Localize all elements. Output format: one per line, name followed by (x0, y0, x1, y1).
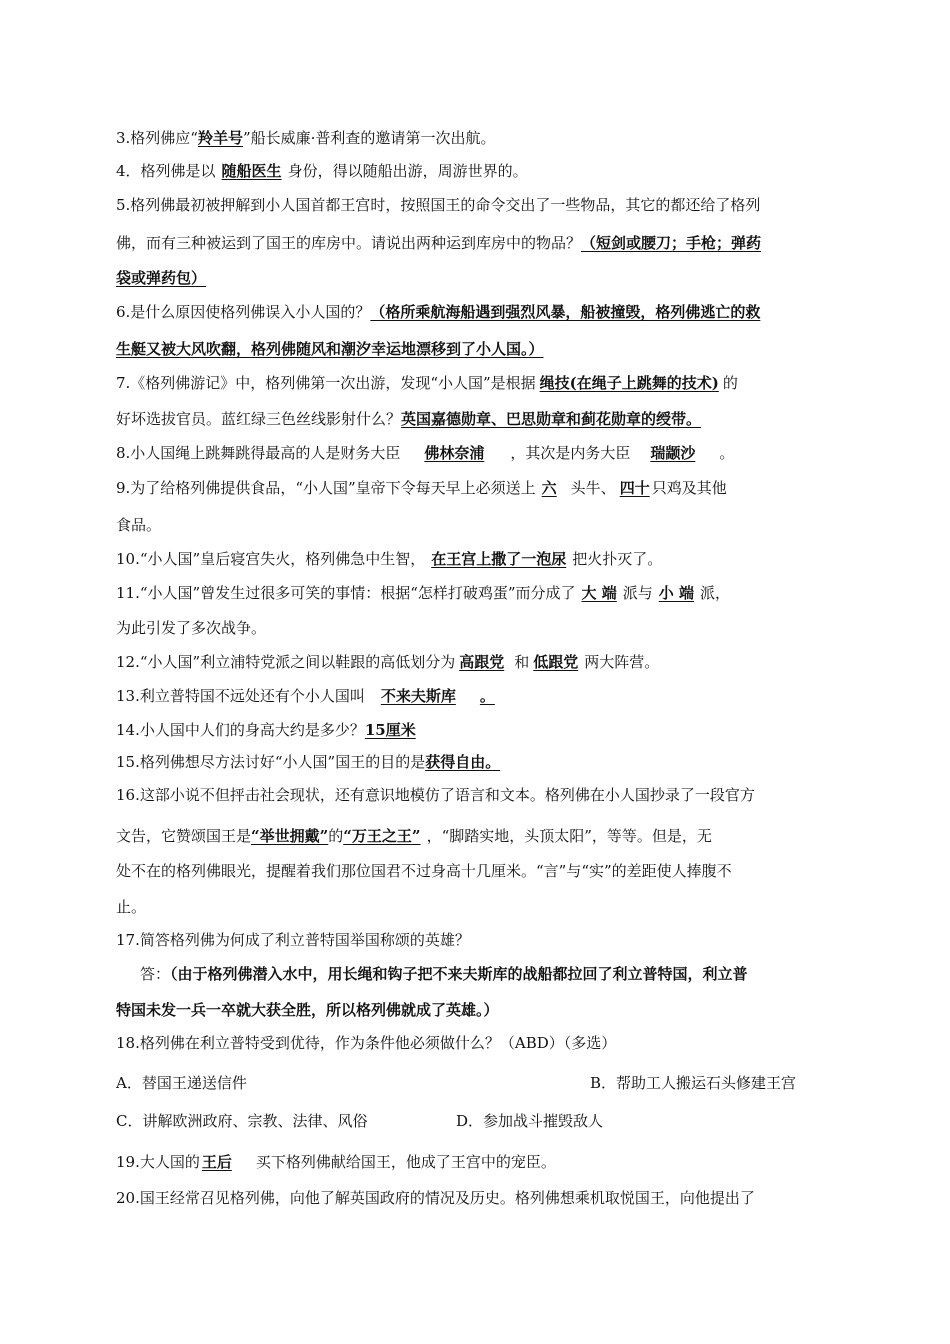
q16-answer-1: “举世拥戴” (251, 827, 329, 845)
q10-text-end: 把火扑灭了。 (572, 550, 663, 568)
q11-answer-2: 小 端 (658, 584, 695, 602)
q13-answer-end: 。 (479, 687, 495, 705)
q6-answer-1: （格所乘航海船遇到强烈风暴，船被撞毁，格列佛逃亡的救 (370, 303, 761, 321)
question-7-line-1 (116, 373, 838, 393)
q16-answer-2: “万王之王” (343, 827, 421, 845)
q20-text: 20.国王经常召见格列佛，向他了解英国政府的情况及历史。格列佛想乘机取悦国王，向他提出了 (116, 1189, 755, 1207)
question-6-line-1 (116, 302, 838, 322)
q18-option-b: B．帮助工人搬运石头修建王宫 (590, 1074, 797, 1092)
question-11-line-2 (116, 618, 838, 638)
q18-option-d: D．参加战斗摧毁敌人 (456, 1112, 604, 1130)
question-16-line-3 (116, 861, 838, 881)
q16-text-1: 16.这部小说不但抨击社会现状，还有意识地模仿了语言和文本。格列佛在小人国抄录了一段官方 (116, 786, 755, 804)
question-11-line-1 (116, 583, 838, 603)
q12-text-end: 两大阵营。 (584, 653, 660, 671)
q19-answer: 王后 (201, 1153, 232, 1171)
q13-answer: 不来夫斯库 (380, 687, 456, 705)
q4-text: 4．格列佛是以 (116, 162, 216, 180)
q3-text: 3.格列佛应“ (116, 129, 198, 147)
q19-text-end: 买下格列佛献给国王，他成了王宫中的宠臣。 (255, 1153, 556, 1171)
question-20 (116, 1188, 838, 1208)
question-16-line-4 (116, 897, 838, 917)
question-9-line-1 (116, 478, 838, 498)
question-19 (116, 1152, 838, 1172)
question-18 (116, 1033, 838, 1053)
q12-answer-2: 低跟党 (533, 653, 579, 671)
q13-answer-group (365, 687, 501, 705)
q11-text: 11.“小人国”曾发生过很多可笑的事情：根据“怎样打破鸡蛋”而分成了 (116, 584, 576, 602)
q11-text-2: 派与 (622, 584, 653, 602)
q17-answer-2: 特国未发一兵一卒就大获全胜，所以格列佛就成了英雄。） (116, 1001, 499, 1019)
q7-text-end: 的 (722, 374, 738, 392)
q18-option-c: C．讲解欧洲政府、宗教、法律、风俗 (116, 1112, 368, 1130)
q4-text-end: 身份，得以随船出游，周游世界的。 (287, 162, 528, 180)
q13-text: 13.利立普特国不远处还有个小人国叫 (116, 687, 365, 705)
q11-answer-1: 大 端 (581, 584, 617, 602)
q9-answer-2: 四十 (619, 479, 650, 497)
q8-answer-2: 瑞颛沙 (650, 444, 696, 462)
q5-answer-1: （短剑或腰刀；手枪；弹药 (581, 234, 762, 252)
q3-answer: 羚羊号 (197, 129, 243, 147)
q6-answer-2: 生艇又被大风吹翻，格列佛随风和潮汐幸运地漂移到了小人国。） (116, 340, 544, 358)
q3-text-end: ”船长威廉·普利查的邀请第一次出航。 (243, 129, 496, 147)
question-5-line-3 (116, 268, 838, 288)
question-16-line-1 (116, 785, 838, 805)
question-15 (116, 752, 838, 772)
q16-text-5: 处不在的格列佛眼光，提醒着我们那位国君不过身高十几厘米。“言”与“实”的差距使人捧腹不 (116, 862, 732, 880)
q8-text: 8.小人国绳上跳舞跳得最高的人是财务大臣 (116, 444, 401, 462)
q14-text: 14.小人国中人们的身高大约是多少？ (116, 721, 365, 739)
q17-text: 17.简答格列佛为何成了利立普特国举国称颂的英雄？ (116, 931, 470, 949)
q11-text-3: 为此引发了多次战争。 (116, 619, 267, 637)
q9-text-2: 头牛、 (570, 479, 616, 497)
q10-answer: 在王宫上撒了一泡尿 (431, 550, 567, 568)
q9-answer-1: 六 (541, 479, 557, 497)
q16-text-2: 文告，它赞颂国王是 (116, 827, 252, 845)
q16-text-6: 止。 (116, 898, 147, 916)
question-4 (116, 161, 838, 181)
q9-text-3: 食品。 (116, 516, 162, 534)
question-8 (116, 443, 838, 463)
question-9-line-2 (116, 515, 838, 535)
q10-text: 10.“小人国”皇后寝宫失火，格列佛急中生智， (116, 550, 426, 568)
question-10 (116, 549, 838, 569)
question-7-line-2 (116, 409, 838, 429)
question-6-line-2 (116, 339, 838, 359)
question-5-line-2 (116, 233, 838, 253)
q11-text-end: 派， (700, 584, 731, 602)
q7-answer-2: 英国嘉德勋章、巴思勋章和蓟花勋章的绶带。 (401, 410, 702, 428)
q7-text-2: 好坏选拔官员。蓝红绿三色丝线影射什么？ (116, 410, 402, 428)
question-3 (116, 128, 838, 148)
question-5-line-1 (116, 195, 838, 215)
q8-text-2: ，其次是内务大臣 (510, 444, 631, 462)
q15-text: 15.格列佛想尽方法讨好“小人国”国王的目的是 (116, 753, 426, 771)
q5-answer-2: 袋或弹药包） (116, 269, 207, 287)
q5-text-2: 佛，而有三种被运到了国王的库房中。请说出两种运到库房中的物品？ (116, 234, 582, 252)
question-14 (116, 720, 838, 740)
q4-answer: 随船医生 (221, 162, 282, 180)
q17-answer-1: （由于格列佛潜入水中，用长绳和钩子把不来夫斯库的战船都拉回了利立普特国，利立普 (170, 965, 748, 983)
q9-text: 9.为了给格列佛提供食品，“小人国”皇帝下令每天早上必须送上 (116, 479, 536, 497)
q7-text: 7.《格列佛游记》中，格列佛第一次出游，发现“小人国”是根据 (116, 374, 536, 392)
question-18-options-2 (116, 1111, 838, 1131)
q18-text: 18.格列佛在利立普特受到优待，作为条件他必须做什么？（ABD）（多选） (116, 1034, 617, 1052)
q8-answer-1: 佛林奈浦 (424, 444, 485, 462)
question-18-options-1 (116, 1073, 838, 1093)
question-17-answer-line-2 (116, 1000, 838, 1020)
q12-text-2: 和 (514, 653, 530, 671)
q6-text: 6.是什么原因使格列佛误入小人国的？ (116, 303, 371, 321)
question-16-line-2 (116, 826, 838, 846)
q8-text-end: 。 (719, 444, 735, 462)
q17-answer-label: 答： (140, 965, 171, 983)
question-13 (116, 686, 838, 706)
q12-answer-1: 高跟党 (459, 653, 505, 671)
q12-text: 12.“小人国”利立浦特党派之间以鞋跟的高低划分为 (116, 653, 456, 671)
q5-text-1: 5.格列佛最初被押解到小人国首都王宫时，按照国王的命令交出了一些物品，其它的都还给了格列 (116, 196, 761, 214)
q19-text: 19.大人国的 (116, 1153, 200, 1171)
question-12 (116, 652, 838, 672)
q18-option-a: A．替国王递送信件 (116, 1074, 247, 1092)
question-17-answer-line-1 (140, 964, 862, 984)
question-17 (116, 930, 838, 950)
q15-answer: 获得自由。 (425, 753, 501, 771)
q16-text-4: ，“脚踏实地，头顶太阳”，等等。但是，无 (426, 827, 712, 845)
q16-text-3: 的 (328, 827, 344, 845)
q7-answer-1: 绳技(在绳子上跳舞的技术) (539, 374, 719, 392)
q9-text-end: 只鸡及其他 (651, 479, 727, 497)
q14-answer: 15厘米 (364, 721, 416, 739)
